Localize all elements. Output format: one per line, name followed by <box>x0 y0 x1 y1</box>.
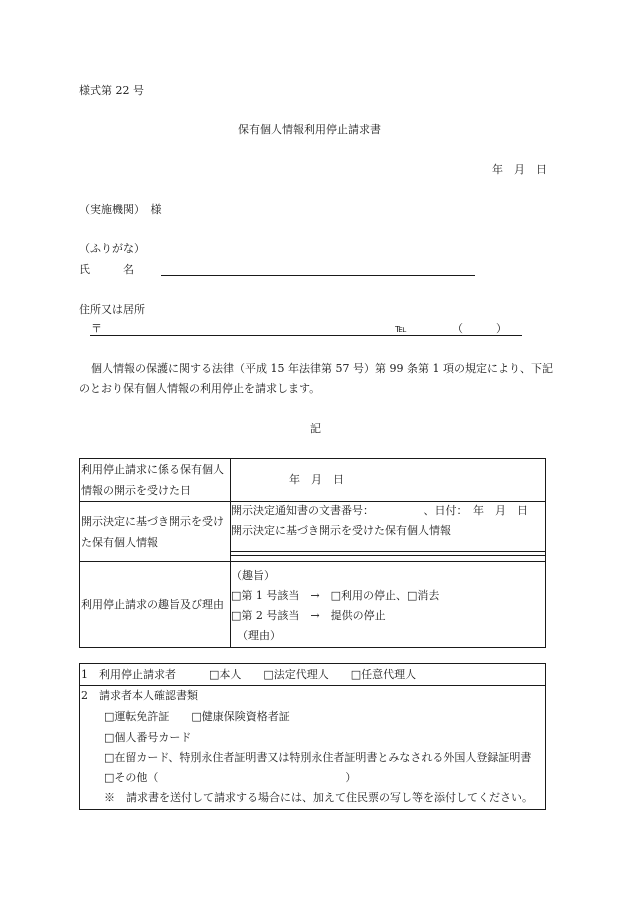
id-doc-line-3: □在留カード、特別永住者証明書又は特別永住者証明書とみなされる外国人登録証明書 <box>104 751 532 764</box>
id-documents-section <box>80 686 545 809</box>
ki-heading: 記 <box>310 422 321 435</box>
id-doc-line-1: □運転免許証 □健康保険資格者証 <box>104 710 290 723</box>
postal-mark-icon: 〒 <box>91 322 102 335</box>
tel-mark-icon: ℡ <box>395 322 407 335</box>
requester-options: 1 利用停止請求者 □本人 □法定代理人 □任意代理人 <box>81 668 417 681</box>
form-number: 様式第 22 号 <box>79 84 144 97</box>
address-label: 住所又は居所 <box>79 303 145 316</box>
request-details-table <box>79 458 546 648</box>
item1-option: □第 1 号該当 → □利用の停止、□消去 <box>231 589 440 602</box>
id-doc-line-4: □その他（ ） <box>104 771 357 784</box>
address-underline <box>90 335 522 336</box>
agency-line: （実施機関） 様 <box>79 203 162 216</box>
tel-paren: （ ） <box>452 322 507 335</box>
requester-row <box>80 664 545 686</box>
inner-rule <box>231 551 545 552</box>
purpose-heading: （趣旨） <box>231 569 275 582</box>
purpose-reason-label: 利用停止請求の趣旨及び理由 <box>81 598 224 611</box>
reason-heading: （理由） <box>237 629 281 642</box>
disclosed-info-label: 開示決定に基づき開示を受けた保有個人情報 <box>81 514 224 549</box>
purpose-reason-value-cell <box>231 562 546 648</box>
page-title: 保有個人情報利用停止請求書 <box>238 123 381 136</box>
notice-number-line: 開示決定通知書の文書番号： 、日付： 年 月 日 <box>231 504 528 517</box>
inner-rule-2 <box>231 555 545 556</box>
disclosure-date-label-cell <box>80 459 231 502</box>
date-line: 年 月 日 <box>492 163 547 176</box>
name-label: 氏 名 <box>79 263 134 276</box>
id-documents-heading: 2 請求者本人確認書類 <box>81 689 198 702</box>
disclosure-date-value-cell <box>231 459 546 502</box>
mailing-note: ※ 請求書を送付して請求する場合には、加えて住民票の写し等を添付してください。 <box>104 791 533 804</box>
disclosure-date-label: 利用停止請求に係る保有個人情報の開示を受けた日 <box>81 463 224 497</box>
intro-line-2: のとおり保有個人情報の利用停止を請求します。 <box>79 382 321 395</box>
disclosed-info-value-cell <box>231 502 546 562</box>
id-doc-line-2: □個人番号カード <box>104 731 192 744</box>
disclosed-info-label-cell <box>80 502 231 562</box>
disclosure-date-value: 年 月 日 <box>289 473 344 487</box>
requester-table <box>79 663 546 810</box>
disclosed-info-line: 開示決定に基づき開示を受けた保有個人情報 <box>231 524 451 537</box>
item2-option: □第 2 号該当 → 提供の停止 <box>231 609 386 622</box>
furigana-label: （ふりがな） <box>79 242 145 255</box>
purpose-reason-label-cell <box>80 562 231 648</box>
name-underline <box>161 275 475 276</box>
intro-line-1: 個人情報の保護に関する法律（平成 15 年法律第 57 号）第 99 条第 1 項の規定により、下記 <box>91 362 553 375</box>
